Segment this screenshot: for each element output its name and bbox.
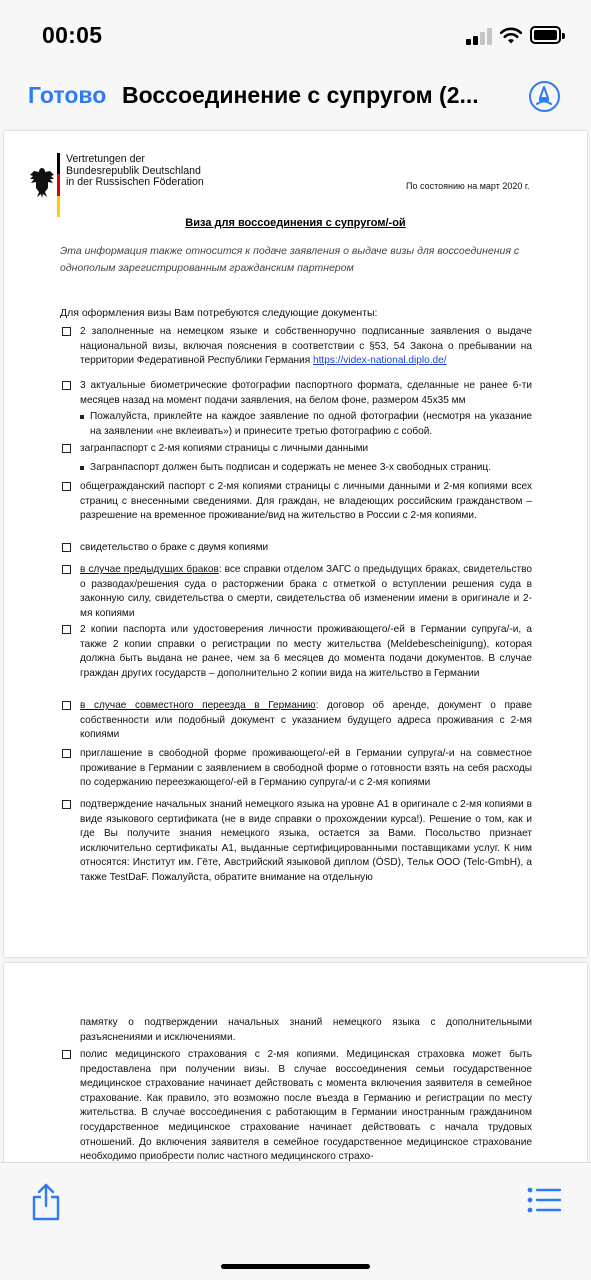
checkbox-icon <box>62 543 71 552</box>
document-intro: Для оформления визы Вам потребуются следующие документы: <box>60 307 378 319</box>
item-text: 2 копии паспорта или удостоверения личности проживающего/-ей в Германии супруга/-и, а также 2 копии справки о регистрации по месту жительства (Meldebescheinigung), которая должна быть выдана не ранее, чем за 6 месяцев до момента подачи документов. В случае граждан других государств – дополнительно 2 копии вида на жительство в Германии <box>80 624 532 679</box>
battery-icon <box>530 26 561 44</box>
item-lead: в случае предыдущих браков <box>80 564 219 575</box>
markup-button[interactable] <box>529 81 560 112</box>
checkbox-icon <box>62 1050 71 1059</box>
markup-pen-icon <box>535 86 553 106</box>
item-text: : договор об аренде, документ о праве собственности или подобный документ с указанием будущего адреса проживания с 2-мя копиями <box>80 700 533 741</box>
checklist-item <box>62 699 532 743</box>
checklist-item <box>62 747 532 791</box>
checklist-item <box>62 623 532 681</box>
embassy-name: Vertretungen der Bundesrepublik Deutschland in der Russischen Föderation <box>66 153 204 188</box>
checklist-item <box>62 563 532 621</box>
checkbox-icon <box>62 482 71 491</box>
share-icon[interactable] <box>30 1183 62 1221</box>
wifi-icon <box>499 25 523 45</box>
checklist-item <box>62 442 532 475</box>
checkbox-icon <box>62 625 71 634</box>
item-text: : все справки отделом ЗАГС о предыдущих браках, свидетельство о разводах/решения суда о расторжении брака с отметкой о вступлении решения суда в законную силу, свидетельства о смерти, свидетельства об изменении имени в оригинале и 2-мя копиями <box>80 564 532 619</box>
bullet-subitem <box>90 461 532 476</box>
cellular-signal-icon <box>466 28 492 45</box>
bottom-toolbar <box>0 1162 591 1280</box>
document-page-1 <box>4 131 587 957</box>
item-text: подтверждение начальных знаний немецкого языка на уровне A1 в оригинале с 2-мя копиями в виде языкового сертификата (не в виде справки о прохождении курса!). Решение о том, как и где Вы получите знания немецкого языка, остается за Вами. Посольство признает исключительно сертификаты A1, выданные сертифицированными поставщиками услуг. К ним относятся: Институт им. Гёте, Австрийский языковой диплом (ÖSD), Тельк ООО (Telc-GmbH), а также TestDaF. Пожалуйста, обратите внимание на отдельную <box>80 799 532 883</box>
item-text: 3 актуальные биометрические фотографии паспортного формата, сделанные не ранее 6-ти месяцев назад на момент подачи заявления, на белом фоне, размером 45x35 мм <box>80 380 532 406</box>
checklist-item <box>62 541 532 556</box>
item-text: свидетельство о браке с двумя копиями <box>80 542 269 553</box>
subitem-text: Загранпаспорт должен быть подписан и содержать не менее 3-х свободных страниц. <box>90 461 492 473</box>
checklist-item <box>62 1048 532 1162</box>
checklist-item <box>62 480 532 524</box>
status-bar <box>0 0 591 72</box>
subitem-text: Пожалуйста, приклейте на каждое заявление по одной фотографии (несмотря на указание на заявлении «не вклеивать») и принесите третью фотографию с собой. <box>90 411 532 437</box>
item-lead: в случае совместного переезда в Германию <box>80 700 316 711</box>
item-text: 2 заполненные на немецком языке и собственноручно подписанные заявления о выдаче национальной визы, включая пояснения в соответствии с §53, 54 Закона о пребывании на территории Федеративной Республики Германия <box>80 326 532 367</box>
checkbox-icon <box>62 444 71 453</box>
document-subtitle: Эта информация также относится к подаче заявления о выдаче визы для воссоединения с однополым зарегистрированным гражданским партнером <box>60 245 520 274</box>
checkbox-icon <box>62 800 71 809</box>
checkbox-icon <box>62 565 71 574</box>
navigation-bar <box>0 72 591 124</box>
checklist-item <box>62 325 532 369</box>
item-text: полис медицинского страхования с 2-мя копиями. Медицинская страховка может быть предоставлена при получении визы. В случае воссоединения семьи государственное медицинское страхование начинает действовать с момента включения заявителя в семейное страхование. Как правило, это возможно после въезда в Германию и регистрации по месту жительства. В случае воссоединения с работающим в Германии иностранным гражданином государственное медицинское страхование начинает действовать с начала трудовых отношений. До включения заявителя в семейное государственное медицинское страхование необходимо приобрести полис частного медицинского страхо- <box>80 1049 532 1162</box>
checklist-item <box>62 798 532 886</box>
document-title: Воссоединение с супругом (2... <box>122 82 479 108</box>
videx-link[interactable]: https://videx-national.diplo.de/ <box>312 355 447 367</box>
federal-eagle-icon <box>28 153 56 213</box>
german-flag-stripe <box>57 153 60 217</box>
checklist-item <box>62 379 532 439</box>
checkbox-icon <box>62 749 71 758</box>
checkbox-icon <box>62 327 71 336</box>
home-indicator[interactable] <box>221 1264 370 1269</box>
item-text: загранпаспорт с 2-мя копиями страницы с личными данными <box>80 443 369 454</box>
document-viewer[interactable] <box>0 124 591 1162</box>
document-page-2 <box>4 963 587 1162</box>
checkbox-icon <box>62 701 71 710</box>
document-heading: Виза для воссоединения с супругом/-ой <box>185 217 406 229</box>
done-button[interactable]: Готово <box>28 82 107 108</box>
list-icon[interactable] <box>527 1187 561 1213</box>
continuation-text: памятку о подтверждении начальных знаний немецкого языка с дополнительными разъяснениями и исключениями. <box>80 1017 532 1043</box>
checkbox-icon <box>62 381 71 390</box>
item-text: приглашение в свободной форме проживающего/-ей в Германии супруга/-и на совместное проживание в Германии с заявлением в свободной форме о готовности взять на себя расходы по содержанию переезжающего/-ей в Германию супруга/-и с 2-мя копиями <box>80 748 532 789</box>
item-text: общегражданский паспорт с 2-мя копиями страницы с личными данными и 2-мя копиями всех страниц с внесенными сведениями. Для граждан, не владеющих российским гражданством – разрешение на временное проживание/вид на жительство в России с 2-мя копиями. <box>80 481 532 522</box>
document-date: По состоянию на март 2020 г. <box>406 181 530 191</box>
status-time: 00:05 <box>42 22 103 48</box>
bullet-subitem <box>90 410 532 439</box>
